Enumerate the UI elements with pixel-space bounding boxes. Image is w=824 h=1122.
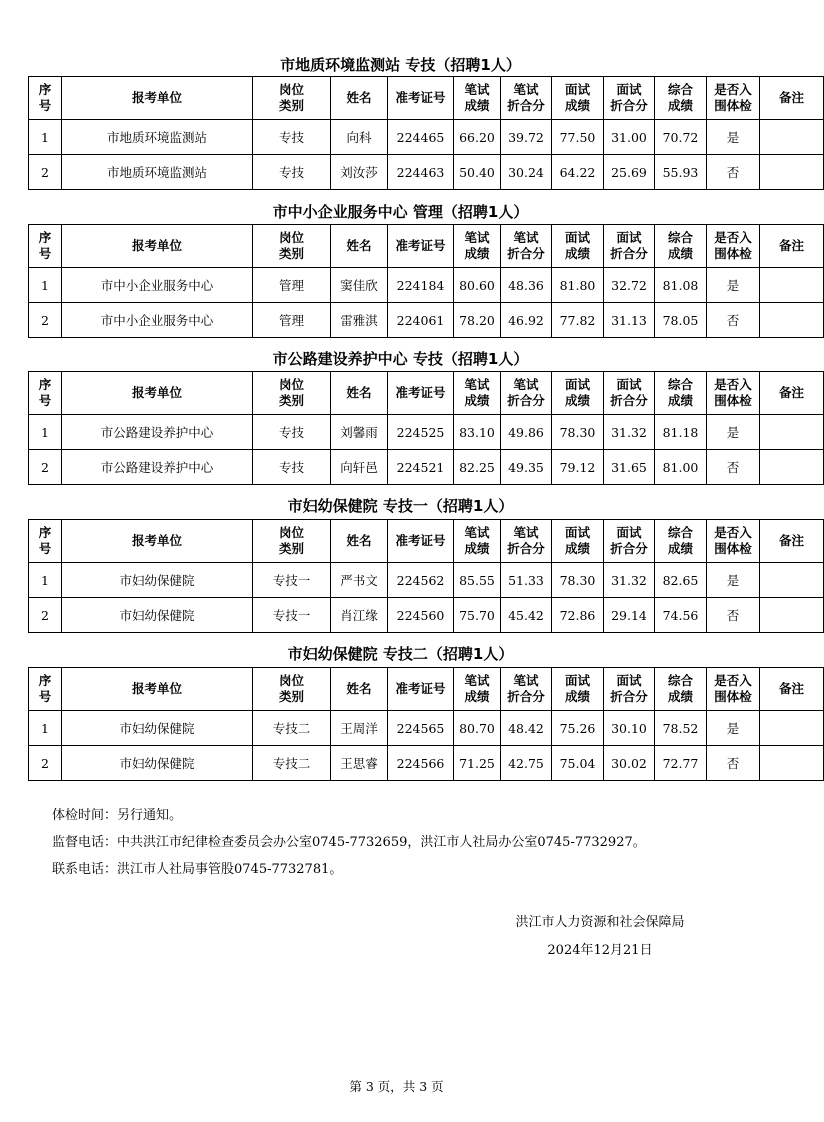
cell-interview: 81.80 [552,268,604,303]
cell-written: 50.40 [454,155,501,190]
header-remark: 备注 [760,372,824,415]
header-post: 岗位 类别 [253,77,331,120]
header-written: 笔试 成绩 [454,520,501,563]
cell-post: 专技 [253,415,331,450]
header-written: 笔试 成绩 [454,225,501,268]
cell-total: 81.00 [655,450,707,485]
cell-interview: 72.86 [552,598,604,633]
table-row [29,155,824,190]
header-unit: 报考单位 [62,77,253,120]
cell-interview-conv: 32.72 [604,268,655,303]
cell-name: 向科 [331,120,388,155]
header-post: 岗位 类别 [253,520,331,563]
table-row [29,120,824,155]
cell-post: 管理 [253,268,331,303]
cell-seq: 2 [29,155,62,190]
cell-exam: 是 [707,563,760,598]
cell-unit: 市地质环境监测站 [62,155,253,190]
cell-unit: 市公路建设养护中心 [62,450,253,485]
section-title: 市妇幼保健院 专技一（招聘1人） [287,497,514,515]
header-remark: 备注 [760,77,824,120]
cell-interview-conv: 31.32 [604,415,655,450]
page-number: 第 3 页，共 3 页 [349,1079,444,1094]
cell-interview-conv: 30.02 [604,746,655,781]
cell-interview-conv: 31.65 [604,450,655,485]
cell-written-conv: 42.75 [501,746,552,781]
cell-ticket: 224560 [388,598,454,633]
cell-written: 78.20 [454,303,501,338]
table-header-row [29,520,824,563]
results-table [28,667,824,781]
cell-remark [760,598,824,633]
cell-interview: 75.04 [552,746,604,781]
header-interview-conv: 面试 折合分 [604,77,655,120]
cell-interview-conv: 30.10 [604,711,655,746]
cell-seq: 1 [29,268,62,303]
cell-post: 专技一 [253,598,331,633]
cell-remark [760,563,824,598]
cell-exam: 是 [707,120,760,155]
cell-total: 82.65 [655,563,707,598]
header-ticket: 准考证号 [388,372,454,415]
header-unit: 报考单位 [62,668,253,711]
cell-written-conv: 30.24 [501,155,552,190]
cell-exam: 否 [707,746,760,781]
header-post: 岗位 类别 [253,372,331,415]
section-title: 市地质环境监测站 专技（招聘1人） [280,56,521,74]
cell-written: 75.70 [454,598,501,633]
cell-total: 72.77 [655,746,707,781]
cell-unit: 市公路建设养护中心 [62,415,253,450]
cell-remark [760,303,824,338]
header-seq: 序 号 [29,372,62,415]
cell-ticket: 224061 [388,303,454,338]
cell-written-conv: 51.33 [501,563,552,598]
cell-post: 专技 [253,120,331,155]
note-supervision-phone: 监督电话：中共洪江市纪律检查委员会办公室0745-7732659，洪江市人社局办公室0745-7732927。 [52,835,646,850]
header-remark: 备注 [760,668,824,711]
issue-date: 2024年12月21日 [547,943,653,958]
header-total: 综合 成绩 [655,668,707,711]
cell-remark [760,450,824,485]
header-interview-conv: 面试 折合分 [604,372,655,415]
cell-seq: 2 [29,746,62,781]
cell-name: 肖江缘 [331,598,388,633]
header-total: 综合 成绩 [655,372,707,415]
header-seq: 序 号 [29,668,62,711]
cell-unit: 市中小企业服务中心 [62,303,253,338]
header-name: 姓名 [331,225,388,268]
cell-seq: 1 [29,711,62,746]
cell-total: 78.52 [655,711,707,746]
cell-remark [760,711,824,746]
cell-written: 66.20 [454,120,501,155]
cell-total: 70.72 [655,120,707,155]
header-seq: 序 号 [29,77,62,120]
header-remark: 备注 [760,520,824,563]
cell-written-conv: 49.86 [501,415,552,450]
cell-interview-conv: 31.13 [604,303,655,338]
header-remark: 备注 [760,225,824,268]
header-total: 综合 成绩 [655,225,707,268]
table-row [29,450,824,485]
header-exam: 是否入 围体检 [707,520,760,563]
results-table [28,371,824,485]
table-row [29,415,824,450]
table-row [29,268,824,303]
issuing-organization: 洪江市人力资源和社会保障局 [515,915,685,930]
cell-unit: 市妇幼保健院 [62,563,253,598]
header-name: 姓名 [331,520,388,563]
cell-ticket: 224465 [388,120,454,155]
cell-post: 专技 [253,450,331,485]
cell-remark [760,155,824,190]
header-written-conv: 笔试 折合分 [501,520,552,563]
header-unit: 报考单位 [62,372,253,415]
header-interview: 面试 成绩 [552,520,604,563]
cell-post: 专技 [253,155,331,190]
header-unit: 报考单位 [62,520,253,563]
cell-seq: 2 [29,450,62,485]
cell-exam: 否 [707,303,760,338]
notes-block [52,802,646,883]
cell-exam: 否 [707,598,760,633]
table-row [29,598,824,633]
cell-total: 81.08 [655,268,707,303]
note-exam-time: 体检时间：另行通知。 [52,808,183,823]
cell-exam: 否 [707,155,760,190]
header-interview: 面试 成绩 [552,225,604,268]
cell-total: 74.56 [655,598,707,633]
cell-unit: 市妇幼保健院 [62,746,253,781]
header-interview: 面试 成绩 [552,372,604,415]
cell-written: 71.25 [454,746,501,781]
header-written: 笔试 成绩 [454,372,501,415]
cell-written: 80.60 [454,268,501,303]
header-post: 岗位 类别 [253,225,331,268]
header-written-conv: 笔试 折合分 [501,225,552,268]
cell-interview: 77.82 [552,303,604,338]
cell-written: 85.55 [454,563,501,598]
header-unit: 报考单位 [62,225,253,268]
cell-ticket: 224565 [388,711,454,746]
table-header-row [29,668,824,711]
section-title: 市公路建设养护中心 专技（招聘1人） [272,350,529,368]
header-total: 综合 成绩 [655,77,707,120]
cell-written-conv: 39.72 [501,120,552,155]
cell-written: 82.25 [454,450,501,485]
cell-seq: 2 [29,598,62,633]
table-header-row [29,372,824,415]
header-total: 综合 成绩 [655,520,707,563]
cell-name: 刘馨雨 [331,415,388,450]
cell-post: 管理 [253,303,331,338]
cell-name: 窦佳欣 [331,268,388,303]
header-seq: 序 号 [29,225,62,268]
header-exam: 是否入 围体检 [707,372,760,415]
cell-ticket: 224562 [388,563,454,598]
cell-unit: 市中小企业服务中心 [62,268,253,303]
cell-total: 78.05 [655,303,707,338]
cell-name: 雷雅淇 [331,303,388,338]
cell-total: 55.93 [655,155,707,190]
note-contact-phone: 联系电话：洪江市人社局事管股0745-7732781。 [52,862,343,877]
table-row [29,563,824,598]
cell-remark [760,268,824,303]
cell-interview-conv: 31.00 [604,120,655,155]
cell-written-conv: 48.42 [501,711,552,746]
cell-interview: 79.12 [552,450,604,485]
section-title: 市中小企业服务中心 管理（招聘1人） [272,203,529,221]
cell-interview: 77.50 [552,120,604,155]
cell-interview: 78.30 [552,563,604,598]
cell-unit: 市妇幼保健院 [62,711,253,746]
header-name: 姓名 [331,668,388,711]
cell-ticket: 224463 [388,155,454,190]
header-written-conv: 笔试 折合分 [501,77,552,120]
cell-unit: 市地质环境监测站 [62,120,253,155]
cell-seq: 2 [29,303,62,338]
cell-interview: 78.30 [552,415,604,450]
cell-interview-conv: 25.69 [604,155,655,190]
cell-name: 王周洋 [331,711,388,746]
cell-exam: 是 [707,415,760,450]
header-written: 笔试 成绩 [454,77,501,120]
cell-name: 刘汝莎 [331,155,388,190]
header-written: 笔试 成绩 [454,668,501,711]
cell-unit: 市妇幼保健院 [62,598,253,633]
cell-total: 81.18 [655,415,707,450]
cell-exam: 否 [707,450,760,485]
header-post: 岗位 类别 [253,668,331,711]
cell-name: 向轩邑 [331,450,388,485]
table-row [29,746,824,781]
cell-name: 严书文 [331,563,388,598]
cell-written: 83.10 [454,415,501,450]
cell-interview: 64.22 [552,155,604,190]
table-header-row [29,225,824,268]
header-exam: 是否入 围体检 [707,668,760,711]
cell-post: 专技二 [253,711,331,746]
header-exam: 是否入 围体检 [707,225,760,268]
header-interview: 面试 成绩 [552,668,604,711]
header-ticket: 准考证号 [388,225,454,268]
cell-seq: 1 [29,563,62,598]
cell-seq: 1 [29,415,62,450]
results-table [28,76,824,190]
header-ticket: 准考证号 [388,520,454,563]
cell-written-conv: 46.92 [501,303,552,338]
table-row [29,711,824,746]
header-ticket: 准考证号 [388,77,454,120]
cell-written-conv: 48.36 [501,268,552,303]
header-interview: 面试 成绩 [552,77,604,120]
results-table [28,519,824,633]
header-interview-conv: 面试 折合分 [604,668,655,711]
cell-ticket: 224521 [388,450,454,485]
section-title: 市妇幼保健院 专技二（招聘1人） [287,645,514,663]
cell-ticket: 224566 [388,746,454,781]
cell-interview-conv: 29.14 [604,598,655,633]
header-name: 姓名 [331,77,388,120]
header-ticket: 准考证号 [388,668,454,711]
cell-remark [760,415,824,450]
cell-remark [760,120,824,155]
cell-post: 专技一 [253,563,331,598]
header-written-conv: 笔试 折合分 [501,668,552,711]
cell-ticket: 224184 [388,268,454,303]
cell-written-conv: 45.42 [501,598,552,633]
cell-written-conv: 49.35 [501,450,552,485]
table-header-row [29,77,824,120]
header-name: 姓名 [331,372,388,415]
cell-ticket: 224525 [388,415,454,450]
cell-remark [760,746,824,781]
cell-name: 王思睿 [331,746,388,781]
cell-seq: 1 [29,120,62,155]
cell-post: 专技二 [253,746,331,781]
results-table [28,224,824,338]
header-interview-conv: 面试 折合分 [604,225,655,268]
header-exam: 是否入 围体检 [707,77,760,120]
cell-exam: 是 [707,711,760,746]
table-row [29,303,824,338]
cell-interview-conv: 31.32 [604,563,655,598]
header-written-conv: 笔试 折合分 [501,372,552,415]
cell-exam: 是 [707,268,760,303]
header-seq: 序 号 [29,520,62,563]
cell-written: 80.70 [454,711,501,746]
header-interview-conv: 面试 折合分 [604,520,655,563]
cell-interview: 75.26 [552,711,604,746]
